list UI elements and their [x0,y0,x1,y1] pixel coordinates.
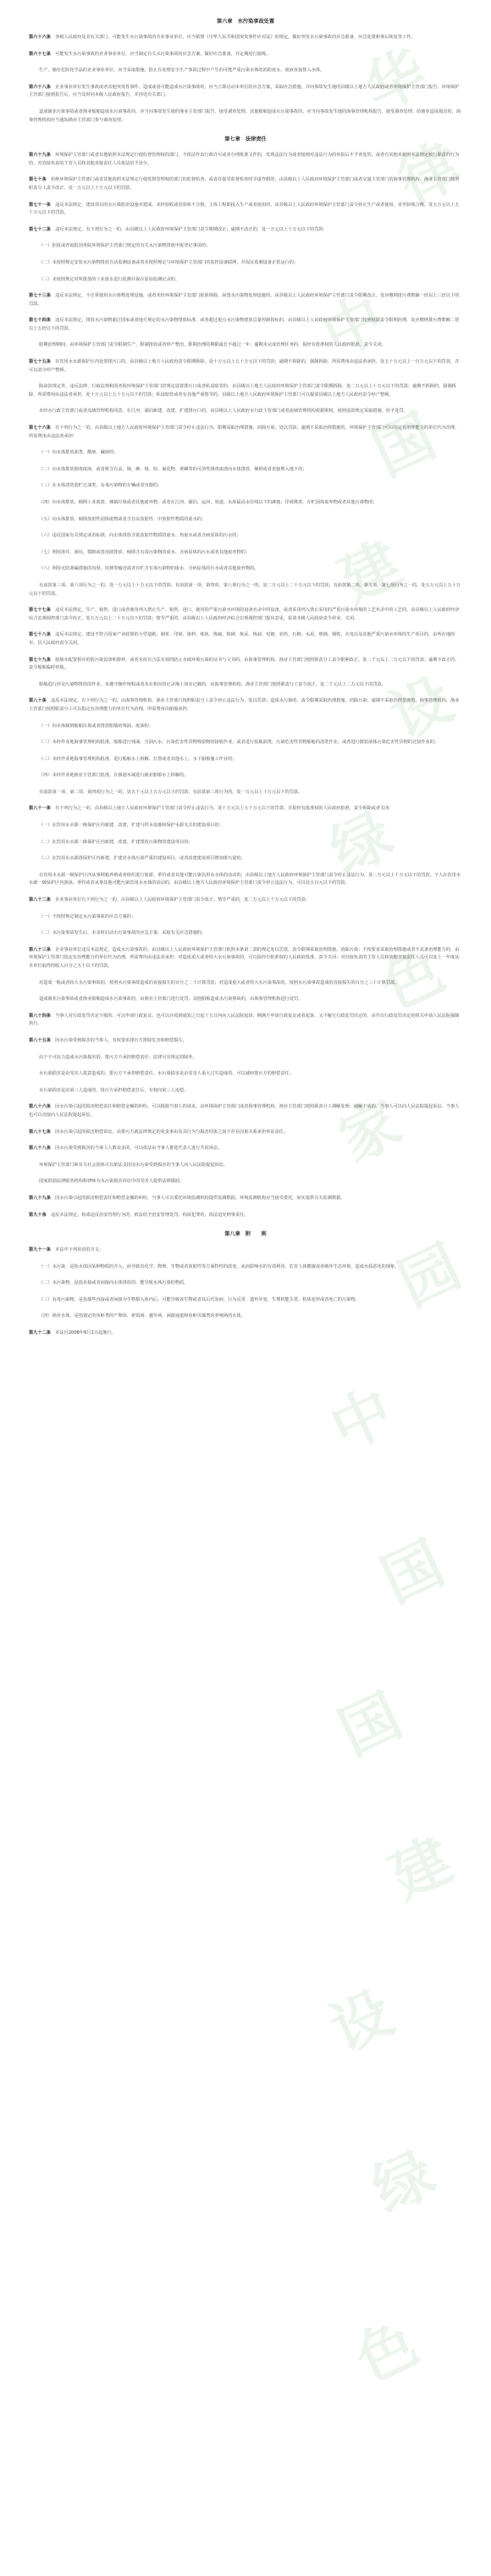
article-number: 第六十七条 [29,51,51,57]
paragraph: 对造成一般或者较大水污染事故的，按照水污染事故造成的直接损失的百分之二十计算罚款；对造成重大或者特大水污染事故的，按照水污染事故造成的直接损失的百分之三十计算罚款。 [39,980,400,985]
article [29,1145,462,1153]
list-item: （四）未经作业地渔业主管部门批准，在渔港水域进行渔业船舶水上拆解的。 [39,773,189,779]
article-text: 船舶未配置相应的防污染设备和器材，或者未持有合法有效的防止水域环境污染的证书与文书的，由海事管理机构、渔业主管部门按照职责分工责令限期改正，处二千元以上二万元以下的罚款；逾期不改正的，责令船舶临时停航。 [29,657,460,671]
list-item: （二）未按照规定安装水污染物排放自动监测设备或者未按照规定与环境保护主管部门的监控设备联网，并保证监测设备正常运行的； [39,259,299,265]
article-number: 第八十条 [29,698,47,704]
article [29,152,462,168]
article-number: 第六十九条 [29,153,51,158]
article [29,1037,462,1046]
paragraph: 限期治理期间，由环境保护主管部门责令限制生产、限制排放或者停产整治。限期治理的期限最长不超过一年；逾期未完成治理任务的，报经有批准权的人民政府批准，责令关闭。 [39,342,386,348]
paragraph: 有前款第一项、第二项、第四项行为之一的，处五千元以上五万元以下的罚款；有前款第三项行为的，处一万元以上十万元以下的罚款。 [39,789,303,795]
list-item: （一）向水体排放油类、酸液、碱液的； [39,450,119,456]
article [29,358,462,375]
watermark-glyph: 家 [328,1087,412,1176]
article-text: 违反本法规定，建设不符合国家产业政策的小型造纸、制革、印染、染料、炼焦、炼硫、炼砷、炼汞、炼油、电镀、农药、石棉、水泥、玻璃、钢铁、火电以及其他严重污染水环境的生产项目的，由所在地的市、县人民政府责令关闭。 [29,632,455,646]
article [29,51,462,59]
article [29,1129,462,1137]
paragraph: 由于不可抗力造成水污染损害的，排污方不承担赔偿责任；法律另有规定的除外。 [39,1054,197,1060]
article-number: 第八十六条 [29,1104,51,1110]
paragraph: 国家鼓励法律服务机构和律师为水污染损害诉讼中的受害人提供法律援助。 [39,1179,185,1185]
watermark-glyph: 国 [362,401,446,490]
list-item: （四）渔业水体，是指划定的鱼虾类的产卵场、索饵场、越冬场、洄游通道和鱼虾贝藻类的养殖场的水体。 [39,1313,246,1319]
list-item: （七）利用渗井、渗坑、裂隙或者溶洞排放、倾倒含有毒污染物的废水、含病原体的污水或者其他废弃物的； [39,549,251,555]
watermark-glyph: 国 [328,1680,412,1769]
list-item: （一）不按照规定制定水污染事故的应急方案的； [39,913,136,919]
list-item: （一）水污染，是指水体因某种物质的介入，而导致其化学、物理、生物或者放射性等方面特性的改变，从而影响水的有效利用，危害人体健康或者破坏生态环境，造成水质恶化的现象。 [39,1263,400,1269]
article-number: 第八十二条 [29,897,51,903]
list-item: （三）有毒污染物，是指那些直接或者间接为生物摄入体内后，可能导致该生物或者其后代发病、行为反常、遗传异变、生理机能失常、机体变形或者死亡的污染物。 [39,1296,360,1302]
article [29,226,462,235]
watermark-glyph: 绿 [320,799,404,888]
article [29,805,462,813]
article-number: 第七十一条 [29,202,51,208]
article-text: 有下列行为之一的，由县级以上地方人民政府环境保护主管部门责令停止违法行为，限期采取治理措施，消除污染，处以罚款；逾期不采取治理措施的，环境保护主管部门可以指定有治理能力的单位代为治理，所需费用由违法者承担： [29,425,460,439]
paragraph: 生产、储存危险化学品的企业事业单位，应当采取措施，防止在处理安全生产事故过程中产生的可能严重污染水体的消防废水、废液直接排入水体。 [39,68,325,74]
watermark-glyph: 建 [379,1824,463,1913]
article [29,84,462,100]
list-item: （二）水污染事故发生后，未及时启动水污染事故的应急方案，采取有关应急措施的。 [39,930,207,936]
article-number: 第六十六条 [29,35,51,40]
list-item: （一）在饮用水水源一级保护区内新建、改建、扩建与供水设施和保护水源无关的建设项目的； [39,823,223,829]
article-text: 企业事业单位有下列行为之一的，由县级以上人民政府环境保护主管部门责令改正；情节严重的，处二万元以上十万元以下的罚款： [55,897,311,903]
article-text: 当事人对行政处罚决定不服的，可以申请行政复议，也可以在收到通知之日起十五日内向人民法院起诉；期满不申请行政复议或者起诉，又不履行行政处罚决定的，由作出行政处罚决定的机关申请人民法院强制执行。 [29,1013,460,1027]
article-number: 第八十一条 [29,806,51,812]
article-text: 本法自2008年6月1日起施行。 [55,1330,116,1336]
article [29,657,462,673]
article-number: 第七十三条 [29,293,51,299]
article [29,34,462,42]
paragraph: 水污染损害是由受害人故意造成的，排污方不承担赔偿责任。水污染损害是由受害人重大过失造成的，可以减轻排污方的赔偿责任。 [39,1071,294,1077]
list-item: （二）未经作业地海事管理机构批准，船舶进行残油、含油污水、污染危害性货物残留物的接收作业，或者进行装载油类、污染危害性货物船舱的清洗作业，或者进行散装液体污染危害性货物的过驳作业的； [39,740,439,746]
article-number: 第七十条 [29,177,47,183]
list-item: （六）违反国家有关规定或者标准，向水体排放含低放射性物质的废水、热废水或者含病原体的污水的； [39,533,241,539]
article-text: 因水污染引起的损害赔偿责任和赔偿金额的纠纷，可以根据当事人的请求，由环境保护主管部门或者海事管理机构、渔业主管部门按照职责分工调解处理；调解不成的，当事人可以向人民法院提起诉讼。当事人也可以直接向人民法院提起诉讼。 [29,1104,460,1118]
article-number: 第八十九条 [29,1195,51,1201]
list-item: （一）拒报或者谎报国务院环境保护主管部门规定的有关水污染物排放申报登记事项的； [39,243,211,249]
list-item: （三）在水体清洗装贮过油类、有毒污染物的车辆或者容器的； [39,483,163,489]
article-number: 第七十二条 [29,226,51,232]
list-item: （三）在饮用水水源准保护区内新建、扩建对水体污染严重的建设项目，或者改建建设项目增加排污量的。 [39,856,246,862]
list-item: （二）向水体排放剧毒废液，或者将含有汞、镉、砷、铬、铅、氰化物、黄磷等的可溶性剧毒废渣向水体排放、倾倒或者直接埋入地下的； [39,466,307,472]
article-text: 违反本法规定，生产、销售、进口或者使用列入禁止生产、销售、进口、使用的严重污染水环境的设备名录中的设备，或者采用列入禁止采用的严重污染水环境的工艺名录中的工艺的，由县级以上人民政府经济综合宏观调控部门责令改正，处五万元以上二十万元以下的罚款；情节严重的，由县级以上人民政府经济综合宏观调控部门提出意见，报请本级人民政府责令停业、关闭。 [29,608,460,621]
article [29,292,462,308]
paragraph: 有前款第三项、第六项行为之一的，处一万元以上十万元以下的罚款；有前款第一项、第四项、第八项行为之一的，处二万元以上二十万元以下的罚款；有前款第二项、第五项、第七项行为之一的，处五万元以上五十万元以下的罚款。 [29,582,461,597]
article-number: 第六十八条 [29,84,51,90]
article [29,202,462,218]
article [29,317,462,333]
article-number: 第九十一条 [29,1247,51,1253]
watermark-glyph: 中 [312,282,395,371]
article-text: 企业事业单位发生事故或者其他突发性事件，造成或者可能造成水污染事故的，应当立即启动本单位的应急方案，采取应急措施，并向事故发生地的县级以上地方人民政府或者环境保护主管部门报告。环境保护主管部门接到报告后，应当及时向本级人民政府报告，并抄送有关部门。 [29,84,460,98]
paragraph: 造成渔业污染事故或者渔业船舶造成水污染事故的，应当向事故发生地的渔业主管部门报告，接受调查处理。其他船舶造成水污染事故的，应当向事故发生地的海事管理机构报告，接受调查处理；给渔业造成损害的，海事管理机构应当通知渔业主管部门参与调查处理。 [29,108,461,123]
article-text: 有下列行为之一的，由县级以上地方人民政府环境保护主管部门责令停止违法行为，处十万元以上五十万元以下的罚款；并报经有批准权的人民政府批准，责令拆除或者关闭： [55,806,394,812]
watermark-glyph: 色 [371,935,455,1024]
article [29,947,462,971]
article-text: 因水污染引起的损害赔偿责任和赔偿金额的纠纷，当事人可以委托环境监测机构提供监测数据。环境监测机构应当接受委托，如实提供有关监测数据。 [55,1195,345,1201]
article-text: 在饮用水水源保护区内设置排污口的，由县级以上地方人民政府责令限期拆除，处十万元以上五十万元以下的罚款；逾期不拆除的，强制拆除，所需费用由违法者承担，处五十万元以上一百万元以下的罚款，并可以责令停产整顿。 [29,359,460,373]
article-text: 企业事业单位违反本法规定，造成水污染事故的，由县级以上人民政府环境保护主管部门依照本条第二款的规定处以罚款，责令限期采取治理措施，消除污染；不按要求采取治理措施或者不具备治理能力的，由环境保护主管部门指定有治理能力的单位代为治理，所需费用由违法者承担；对造成重大或者特大水污染事故的，可以报经有批准权的人民政府批准，责令关闭；对直接负责的主管人员和其他直接责任人员可以处上一年度从本单位取得的收入百分之五十以下的罚款。 [29,947,460,969]
chapter-title: 第七章 法律责任 [224,136,267,143]
article-number: 第七十六条 [29,425,51,431]
article [29,1330,462,1338]
article-text: 违反本法规定，有下列行为之一的，由县级以上人民政府环境保护主管部门责令限期改正；逾期不改正的，处一万元以上十万元以下的罚款： [55,226,328,232]
article [29,607,462,623]
paragraph: 环境保护主管部门和有关社会团体可以依法支持因水污染受到损害的当事人向人民法院提起诉讼。 [39,1162,229,1168]
paragraph: 船舶进行涉及污染物排放的作业，未遵守操作规程或者未在相应的记录簿上如实记载的，由海事管理机构、渔业主管部门按照职责分工责令改正，处二千元以上二万元以下的罚款。 [39,681,386,687]
article-number: 第七十九条 [29,657,51,663]
article-text: 本法中下列用语的含义： [55,1247,104,1253]
article-text: 可能发生水污染事故的企业事业单位，应当制定有关水污染事故的应急方案，做好应急准备，并定期进行演练。 [55,51,271,57]
list-item: （二）水污染物，是指直接或者间接向水体排放的，能导致水体污染的物质。 [39,1280,189,1286]
article [29,1013,462,1029]
watermark-glyph: 绿 [362,2138,446,2227]
paragraph: 未经水行政主管部门或者流域管理机构同意，在江河、湖泊新建、改建、扩建排污口的，由县级以上人民政府水行政主管部门或者流域管理机构依据职权，依照前款规定采取措施、给予处罚。 [39,408,408,414]
paragraph: 水污染损害是由第三人造成的，排污方承担赔偿责任后，有权向第三人追偿。 [39,1087,189,1093]
article-text: 违反本法规定，排放水污染物超过国家或者地方规定的水污染物排放标准，或者超过重点水污染物排放总量控制指标的，由县级以上人民政府环境保护主管部门按照权限责令限期治理，处应缴纳排污费数额二倍以上五倍以下的罚款。 [29,318,460,331]
paragraph: 在饮用水水源一级保护区内从事网箱养殖或者组织进行旅游、垂钓或者其他可能污染饮用水水体的活动的，由县级以上地方人民政府环境保护主管部门责令停止违法行为，处二万元以上十万元以下的罚款。个人在饮用水水源一级保护区内游泳、垂钓或者从事其他可能污染饮用水水体的活动的，由县级以上地方人民政府环境保护主管部门责令停止违法行为，可以处五百元以下的罚款。 [29,872,461,886]
watermark-glyph: 园 [388,1231,472,1320]
chapter-title: 第八章 附 则 [224,1231,267,1238]
chapter-title: 第六章 水污染事故处置 [216,19,275,25]
article-number: 第九十二条 [29,1330,51,1336]
watermark-glyph: 国 [371,1528,455,1617]
article-text: 违反本法规定，建设项目的水污染防治设施未建成、未经验收或者验收不合格，主体工程即投入生产或者使用的，由县级以上人民政府环境保护主管部门责令停止生产或者使用，直至验收合格，处五万元以上五十万元以下的罚款。 [29,202,460,216]
article-text: 因水污染引起的损害赔偿诉讼，由排污方就法律规定的免责事由及其行为与损害结果之间不存在因果关系承担举证责任。 [55,1129,289,1135]
article-number: 第八十三条 [29,947,51,952]
article-number: 第八十八条 [29,1146,51,1152]
list-item: （三）未按照规定对所排放的工业废水进行监测并保存原始监测记录的。 [39,276,180,282]
list-item: （八）利用无防渗漏措施的沟渠、坑塘等输送或者存贮含有毒污染物的废水、含病原体的污水或者其他废弃物的。 [39,566,259,572]
article-number: 第八十七条 [29,1129,51,1135]
paragraph: 除前款规定外，违反法律、行政法规和国务院环境保护主管部门的规定设置排污口或者私设暗管的，由县级以上地方人民政府环境保护主管部门责令限期拆除，处二万元以上十万元以下的罚款；逾期不拆除的，强制拆除，所需费用由违法者承担，处十万元以上五十万元以下的罚款；私设暗管或者有其他严重情节的，县级以上地方人民政府环境保护主管部门可以提请县级以上地方人民政府责令停产整顿。 [29,384,456,397]
article [29,1212,462,1220]
article [29,425,462,441]
article-text: 违反本法规定，有下列行为之一的，由海事管理机构、渔业主管部门按照职责分工责令停止违法行为，处以罚款；造成水污染的，责令限期采取治理措施，消除污染；逾期不采取治理措施的，海事管理机构、渔业主管部门按照职责分工可以指定有治理能力的单位代为治理，所需费用由船舶承担： [29,698,460,712]
list-item: （一）向水体倾倒船舶垃圾或者排放船舶的残油、废油的； [39,723,153,729]
article [29,1195,462,1203]
article-number: 第七十四条 [29,318,51,324]
article-number: 第八十四条 [29,1013,51,1019]
article [29,631,462,647]
watermark-glyph: 设 [320,1977,404,2066]
article-text: 环境保护主管部门或者其他依照本法规定行使监督管理权的部门，不依法作出行政许可或者办理批准文件的，发现违法行为或者接到对违法行为的举报后不予查处的，或者有其他未依照本法规定履行职责的行为的，对直接负责的主管人员和其他直接责任人员依法给予处分。 [29,153,460,166]
article-number: 第七十八条 [29,632,51,638]
article [29,176,462,192]
article-text: 因水污染受到损害的当事人人数众多的，可以依法由当事人推选代表人进行共同诉讼。 [55,1146,223,1152]
article-text: 各级人民政府及其有关部门，可能发生水污染事故的企业事业单位，应当依照《中华人民共和国突发事件应对法》的规定，做好突发水污染事故的应急准备、应急处置和事后恢复等工作。 [55,35,416,40]
article [29,697,462,713]
law-text [29,7,462,1346]
article-text: 因水污染受到损害的当事人，有权要求排污方排除危害和赔偿损失。 [55,1037,187,1043]
article-number: 第九十条 [29,1212,47,1218]
article [29,1103,462,1119]
article-text: 违反本法规定，不正常使用水污染物处理设施，或者未经环境保护主管部门批准拆除、闲置水污染物处理设施的，由县级以上人民政府环境保护主管部门责令限期改正，处应缴纳排污费数额一倍以上三倍以下的罚款。 [29,293,460,307]
article-number: 第七十五条 [29,359,51,365]
watermark-glyph: 建 [328,528,412,617]
paragraph: 造成渔业污染事故或者渔业船舶造成水污染事故的，由渔业主管部门进行处罚；其他船舶造成水污染事故的，由海事管理机构进行处罚。 [39,997,303,1002]
watermark-glyph: 律 [388,130,472,219]
article [29,1246,462,1255]
list-item: （四）向水体排放、倾倒工业废渣、城镇垃圾或者其他废弃物，或者在江河、湖泊、运河、渠道、水库最高水位线以下的滩地、岸坡堆放、存贮固体废弃物或者其他污染物的； [39,500,378,505]
watermark-glyph: 色 [345,2307,429,2396]
watermark-glyph: 华 [354,36,438,125]
article-number: 第八十五条 [29,1037,51,1043]
watermark-glyph: 中 [320,1375,404,1464]
watermark-glyph: 设 [379,663,463,752]
list-item: （三）未经作业地海事管理机构批准，进行船舶水上拆解、打捞或者其他水上、水下船舶施工作业的； [39,756,237,762]
article-text: 拒绝环境保护主管部门或者其他依照本法规定行使监督管理权的部门的监督检查，或者在接受监督检查时弄虚作假的，由县级以上人民政府环境保护主管部门或者交通主管部门的海事管理机构、渔业主管部门按照职责分工责令改正，处一万元以上十万元以下的罚款。 [29,177,460,191]
article [29,897,462,905]
list-item: （五）向水体排放、倾倒放射性固体废物或者含有高放射性、中放射性物质的废水的； [39,516,207,522]
list-item: （二）在饮用水水源二级保护区内新建、改建、扩建排放污染物的建设项目的； [39,839,193,845]
article-text: 违反本法规定，构成违反治安管理行为的，依法给予治安管理处罚；构成犯罪的，依法追究刑事责任。 [50,1212,249,1218]
article-number: 第七十七条 [29,608,51,613]
